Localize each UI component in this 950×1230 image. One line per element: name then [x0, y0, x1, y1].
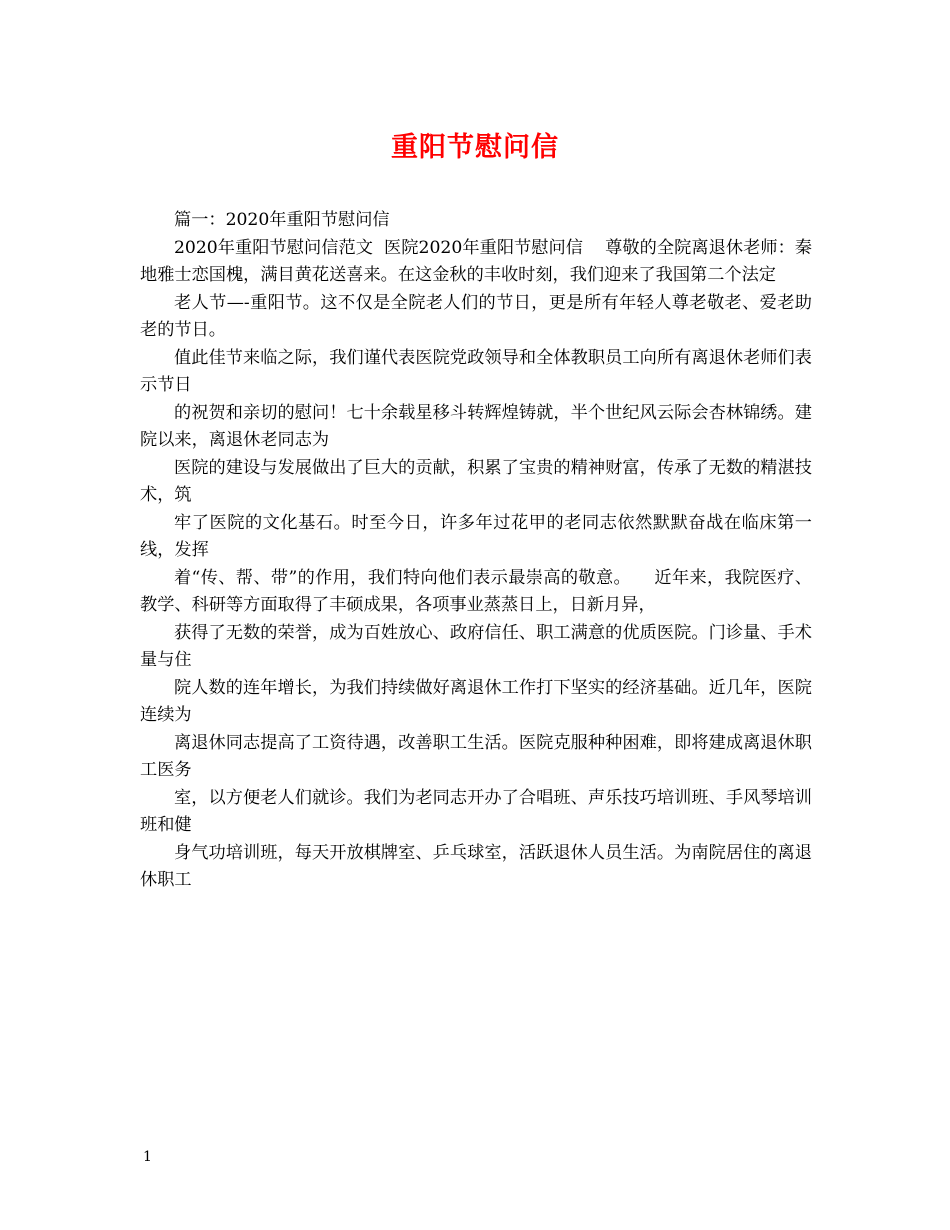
document-title: 重阳节慰问信: [391, 132, 559, 163]
paragraph: 2020年重阳节慰问信范文 医院2020年重阳节慰问信 尊敬的全院离退休老师：秦地雅士恋国槐，满目黄花送喜来。在这金秋的丰收时刻，我们迎来了我国第二个法定: [140, 237, 812, 285]
paragraph: 医院的建设与发展做出了巨大的贡献，积累了宝贵的精神财富，传承了无数的精湛技术，筑: [140, 457, 812, 505]
paragraph: 牢了医院的文化基石。时至今日，许多年过花甲的老同志依然默默奋战在临床第一线，发挥: [140, 512, 812, 560]
section-heading: 篇一：2020年重阳节慰问信: [174, 210, 390, 230]
document-body: [140, 207, 812, 895]
paragraph: 室，以方便老人们就诊。我们为老同志开办了合唱班、声乐技巧培训班、手风琴培训班和健: [140, 787, 812, 835]
paragraph: 老人节—-重阳节。这不仅是全院老人们的节日，更是所有年轻人尊老敬老、爱老助老的节日。: [140, 292, 812, 340]
paragraph: 身气功培训班，每天开放棋牌室、乒乓球室，活跃退休人员生活。为南院居住的离退休职工: [140, 842, 812, 890]
page-number: 1: [143, 1149, 152, 1165]
paragraph: 离退休同志提高了工资待遇，改善职工生活。医院克服种种困难，即将建成离退休职工医务: [140, 732, 812, 780]
paragraph: 获得了无数的荣誉，成为百姓放心、政府信任、职工满意的优质医院。门诊量、手术量与住: [140, 622, 812, 670]
paragraph: 值此佳节来临之际，我们谨代表医院党政领导和全体教职员工向所有离退休老师们表示节日: [140, 347, 812, 395]
paragraph: 的祝贺和亲切的慰问！七十余载星移斗转辉煌铸就，半个世纪风云际会杏林锦绣。建院以来，离退休老同志为: [140, 402, 812, 450]
paragraph: 着“传、帮、带”的作用，我们特向他们表示最崇高的敬意。 近年来，我院医疗、教学、科研等方面取得了丰硕成果，各项事业蒸蒸日上，日新月异，: [140, 567, 812, 615]
paragraph: 院人数的连年增长，为我们持续做好离退休工作打下坚实的经济基础。近几年，医院连续为: [140, 677, 812, 725]
